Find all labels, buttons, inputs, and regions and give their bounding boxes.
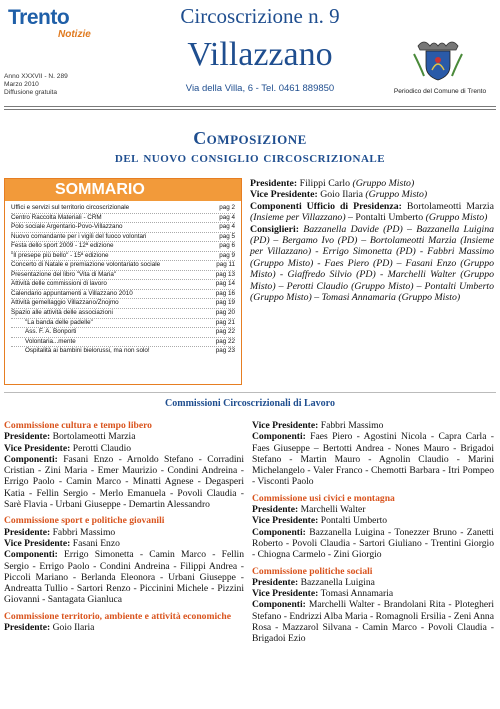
toc-item-page: pag 6	[219, 242, 235, 250]
commissions-heading: Commissioni Circoscrizionali di Lavoro	[165, 398, 335, 409]
vice-name: Perotti Claudio	[72, 442, 132, 454]
commission-title: Commissione sport e politiche giovanili	[4, 515, 165, 527]
toc-item	[11, 233, 235, 243]
commission-president	[4, 527, 244, 538]
toc-item-page: pag 9	[219, 251, 235, 259]
toc-item-page: pag 21	[215, 318, 235, 326]
commission-title: Commissione cultura e tempo libero	[4, 420, 152, 431]
commission-president	[4, 431, 244, 442]
toc-item	[11, 214, 235, 224]
toc-item-page: pag 22	[215, 337, 235, 345]
commissions-right-column	[252, 420, 494, 645]
toc-item	[11, 252, 235, 262]
trento-notizie-logo	[6, 4, 94, 44]
toc-item	[11, 347, 235, 356]
president-label: Presidente:	[250, 178, 298, 189]
toc-item-title: Uffici e servizi sul territorio circoscrizionale	[11, 204, 130, 211]
table-of-contents	[5, 201, 241, 356]
office-member-b-group: (Gruppo Misto)	[425, 212, 488, 224]
issue-meta	[4, 73, 68, 97]
toc-item-page: pag 14	[215, 280, 235, 288]
headline-text-1: Composizione	[193, 128, 307, 148]
council-president	[250, 178, 494, 189]
vice-name: Pontalti Umberto	[320, 515, 388, 527]
commission-president	[4, 622, 244, 633]
toc-item-page: pag 19	[215, 299, 235, 307]
coat-of-arms-icon	[410, 36, 466, 82]
toc-item-title: "La banda delle padelle"	[25, 318, 93, 326]
president-name: Marchelli Walter	[300, 504, 366, 516]
office-label: Componenti Ufficio di Presidenza:	[250, 200, 402, 212]
president-name: Filippi Carlo	[299, 178, 350, 189]
president-name: Fabbri Massimo	[52, 526, 116, 538]
office-member-b: – Pontalti Umberto	[348, 212, 424, 224]
vice-name: Fasani Enzo	[72, 537, 120, 549]
council-composition	[250, 178, 494, 303]
members-list: Fasani Enzo - Arnoldo Stefano - Corradini Cristian - Zini Maria - Emer Maurizio - Condini Andreina - Errigo Paolo - Camin Marco - Minatti Agnese - Degasperi Katia - Fellin Sergio - Merlo Emanuela - Povoli Claudia - Sarè Flavia - Urbani Giuseppe - Demartin Alessandro	[4, 453, 244, 511]
commission-vice	[4, 538, 244, 549]
council-members	[250, 224, 494, 304]
section-divider	[4, 392, 496, 393]
office-member-a: Bortolameotti Marzia	[406, 200, 495, 212]
headline-text-2: del nuovo consiglio circoscrizionale	[114, 149, 386, 166]
toc-item	[11, 319, 235, 329]
commission-vice	[252, 588, 494, 599]
toc-item-title: Centro Raccolta Materiali - CRM	[11, 213, 102, 221]
toc-item-page: pag 20	[215, 309, 235, 317]
members-label: Consiglieri:	[250, 223, 299, 235]
issue-number: Anno XXXVII - N. 289	[4, 73, 68, 80]
toc-item	[11, 309, 235, 319]
village-title: Villazzano	[187, 36, 333, 73]
members-list: Marchelli Walter - Brandolani Rita - Plotegheri Stefano - Endrizzi Alba Maria - Romagnoli Ersilia - Zeni Anna Rosa - Mazzarol Silvana - Camin Marco - Povoli Claudia - Brigadoi Ezio	[252, 599, 494, 645]
toc-item	[11, 204, 235, 214]
label-componenti: Componenti:	[4, 453, 58, 465]
label-presidente: Presidente:	[4, 431, 51, 443]
toc-item-title: Polo sociale Argentario-Povo-Villazzano	[11, 223, 123, 231]
toc-item-title: Festa dello sport 2009 - 12ª edizione	[11, 242, 114, 250]
toc-item	[11, 328, 235, 338]
commission-members	[4, 454, 244, 510]
members-list: Errigo Simonetta - Camin Marco - Fellin Sergio - Errigo Paolo - Condini Andreina - Filippi Andrea - Piccoli Mariano - Berlanda Eleonora - Urbani Giuseppe - Andreatta Tullio - Sartori Renzo - Piccinini Michele - Pizzini Giovanni - Santagata Gianluca	[4, 549, 245, 606]
toc-item-page: pag 23	[215, 347, 235, 355]
label-vice: Vice Presidente:	[4, 442, 71, 454]
commission-president	[252, 504, 494, 515]
logo-main-text: Trento	[8, 6, 70, 29]
president-name: Goio Ilaria	[52, 622, 95, 634]
toc-item-page: pag 4	[219, 223, 235, 231]
toc-item-title: Ass. F. A. Bonporti	[25, 328, 77, 336]
toc-item-page: pag 4	[219, 213, 235, 221]
vice-group: (Gruppo Misto)	[365, 189, 428, 201]
toc-item-page: pag 2	[219, 204, 235, 211]
toc-item-page: pag 16	[215, 289, 235, 297]
label-presidente: Presidente:	[252, 504, 299, 516]
commission-members	[252, 599, 494, 644]
toc-item-page: pag 5	[219, 232, 235, 240]
toc-item-title: Volontaria...mente	[25, 337, 76, 345]
toc-item-page: pag 11	[216, 261, 235, 269]
headline-line-2	[40, 149, 460, 167]
council-office	[250, 201, 494, 224]
members-list: Bazzanella Davide (PD) – Bazzanella Luigina (PD) – Bergamo Ivo (PD) – Bortolameotti Marzia (Insieme per Villazzano) - Errigo Simonetta (PD) - Fabbri Massimo (Gruppo Misto) - Faes Piero (PD) – Fasani Enzo (Gruppo Misto) - Giaffredo Silvio (PD) - Marchelli Walter (Gruppo Misto) – Perotti Claudio (Gruppo Misto) – Pontalti Umberto (Gruppo Misto) – Tomasi Annamaria (Gruppo Misto)	[250, 223, 494, 304]
toc-item-title: Nuovo comandante per i vigili del fuoco volontari	[11, 232, 147, 240]
circoscrizione-heading: Circoscrizione n. 9	[180, 4, 340, 28]
toc-item-page: pag 22	[215, 328, 235, 336]
toc-item	[11, 280, 235, 290]
masthead-divider	[4, 106, 496, 107]
label-componenti: Componenti:	[252, 431, 306, 443]
president-name: Bortolameotti Marzia	[52, 431, 136, 443]
sommario-box	[4, 178, 242, 385]
toc-item-title: Ospitalità ai bambini bielorussi, ma non solo!	[25, 347, 150, 355]
toc-item-title: Concerto di Natale e premiazione volontariato sociale	[11, 261, 161, 269]
members-list: Bazzanella Luigina - Tonezzer Bruno - Zanetti Roberto - Povoli Claudia - Sartori Giuliano - Trentini Giorgio - Chiogna Carmelo - Zini Giorgio	[252, 526, 494, 561]
members-list: Faes Piero - Agostini Nicola - Capra Carla - Faes Giuseppe – Bertotti Andrea - Nones Mauro - Brigadoi Stefano - Martin Mauro - Agnolin Claudio - Marini Michelangelo - Valer Franco - Chemotti Barbara - Itri Pompeo - Visconti Paolo	[252, 431, 494, 488]
issue-date: Marzo 2010	[4, 81, 39, 88]
logo-sub-text: Notizie	[58, 29, 91, 40]
toc-item-title: Attività gemellaggio Villazzano/Znojmo	[11, 299, 119, 307]
headline-line-1	[40, 128, 460, 149]
president-group: (Gruppo Misto)	[352, 178, 415, 189]
commission-vice	[252, 420, 494, 431]
commissions-left-column	[4, 420, 244, 633]
masthead-divider-2	[4, 109, 496, 110]
commission-members	[252, 527, 494, 561]
label-componenti: Componenti:	[4, 549, 58, 561]
toc-item-title: Attività delle commissioni di lavoro	[11, 280, 107, 288]
label-presidente: Presidente:	[4, 622, 51, 634]
commission-title: Commissione usi civici e montagna	[252, 492, 395, 504]
label-vice: Vice Presidente:	[252, 515, 319, 527]
vice-name: Fabbri Massimo	[320, 420, 384, 431]
toc-item-title: "Il presepe più bello" - 15ª edizione	[11, 251, 109, 259]
vice-name: Tomasi Annamaria	[320, 588, 394, 600]
commission-members	[252, 431, 494, 487]
vice-label: Vice Presidente:	[250, 189, 318, 201]
toc-item	[11, 271, 235, 281]
commission-president	[252, 577, 494, 588]
commission-title: Commissione politiche sociali	[252, 565, 373, 577]
toc-item-title: Calendario appuntamenti a Villazzano 2010	[11, 289, 133, 297]
label-componenti: Componenti:	[252, 599, 306, 611]
president-name: Bazzanella Luigina	[300, 576, 375, 588]
vice-name: Goio Ilaria	[320, 189, 363, 201]
distribution-note: Diffusione gratuita	[4, 89, 58, 96]
toc-item-page: pag 13	[215, 270, 235, 278]
council-vice-president	[250, 189, 494, 200]
periodico-label: Periodico del Comune di Trento	[393, 88, 487, 95]
toc-item	[11, 242, 235, 252]
label-presidente: Presidente:	[252, 576, 299, 588]
commission-title: Commissione territorio, ambiente e attività economiche	[4, 610, 231, 622]
label-presidente: Presidente:	[4, 526, 51, 538]
toc-item	[11, 223, 235, 233]
commission-vice	[4, 443, 244, 454]
commission-members	[4, 549, 244, 605]
toc-item	[11, 338, 235, 348]
label-vice: Vice Presidente:	[252, 588, 319, 600]
toc-item-title: Presentazione del libro "Vita di Maria"	[11, 270, 117, 278]
toc-item	[11, 290, 235, 300]
label-vice: Vice Presidente:	[4, 537, 71, 549]
label-vice: Vice Presidente:	[252, 420, 319, 431]
toc-item	[11, 299, 235, 309]
toc-item-title: Spazio alle attività delle associazioni	[11, 309, 113, 317]
address-line: Via della Villa, 6 - Tel. 0461 889850	[185, 83, 335, 94]
label-componenti: Componenti:	[252, 526, 306, 538]
office-member-a-group: (Insieme per Villazzano)	[250, 212, 346, 224]
sommario-title: SOMMARIO	[5, 179, 241, 201]
toc-item	[11, 261, 235, 271]
commission-vice	[252, 515, 494, 526]
